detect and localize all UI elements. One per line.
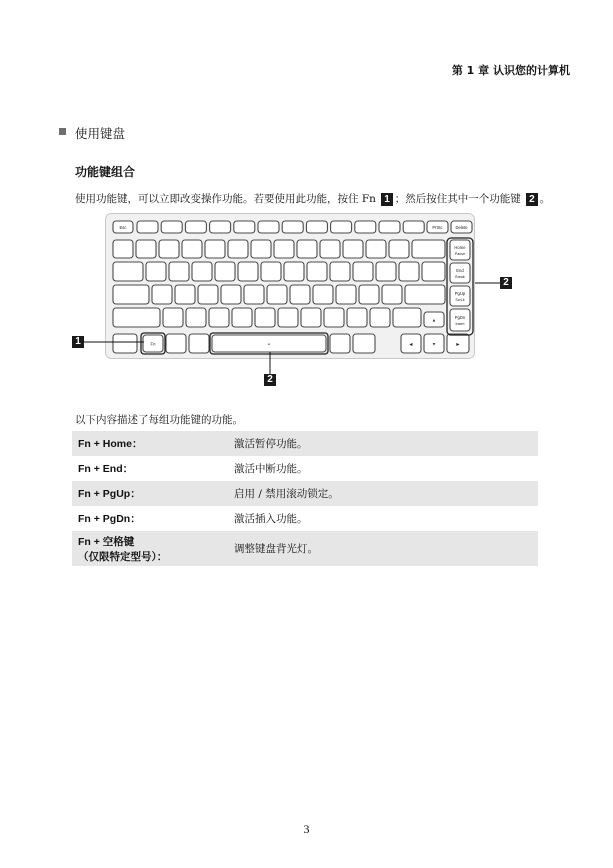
key [255, 308, 275, 327]
key [215, 262, 235, 281]
key [228, 240, 248, 258]
key [290, 285, 310, 304]
key-home-label: Home [454, 245, 466, 250]
key [192, 262, 212, 281]
key [169, 262, 189, 281]
key [238, 262, 258, 281]
intro-text-3: 。 [539, 193, 551, 205]
key [163, 308, 183, 327]
callout-badge-space: 2 [264, 374, 276, 386]
key [198, 285, 218, 304]
key-function [161, 221, 182, 233]
key-home-sublabel: Pause [454, 252, 466, 256]
key [175, 285, 195, 304]
key [366, 240, 386, 258]
key-function [331, 221, 352, 233]
key-function [379, 221, 400, 233]
key [136, 240, 156, 258]
combo-desc: 调整键盘背光灯。 [228, 531, 538, 566]
combo-key: Fn + PgUp： [72, 481, 228, 506]
key-function [258, 221, 279, 233]
key [182, 240, 202, 258]
combo-key-line-1: Fn + 空格键 [78, 535, 135, 548]
key-end-sublabel: Break [455, 275, 465, 279]
key-home [450, 240, 470, 260]
key [113, 240, 133, 258]
key-alt-right [330, 334, 350, 353]
key [320, 240, 340, 258]
key [232, 308, 252, 327]
table-row [72, 431, 538, 456]
combo-desc: 激活暂停功能。 [228, 431, 538, 456]
key-win [166, 334, 186, 353]
key [347, 308, 367, 327]
table-row [72, 506, 538, 531]
key-function [355, 221, 376, 233]
key [186, 308, 206, 327]
key [251, 240, 271, 258]
key-end-label: End [456, 268, 464, 273]
key-arrow-left-label: ◀ [409, 341, 413, 347]
callout-badge-nav: 2 [500, 277, 512, 289]
key [382, 285, 402, 304]
key [274, 240, 294, 258]
key [152, 285, 172, 304]
callout-line-3 [263, 352, 277, 376]
key [278, 308, 298, 327]
key-shift-right [393, 308, 421, 327]
key-space-label: ≡ [267, 341, 271, 347]
key-shift-left [113, 308, 160, 327]
key-delete-label: Delete [455, 225, 468, 230]
combo-desc: 启用 / 禁用滚动锁定。 [228, 481, 538, 506]
key [324, 308, 344, 327]
key [330, 262, 350, 281]
key-pgup-sublabel: ScrLk [455, 298, 465, 302]
key [336, 285, 356, 304]
combo-key: Fn + Home： [72, 431, 228, 456]
key [297, 240, 317, 258]
key [313, 285, 333, 304]
intro-badge-2: 2 [526, 193, 538, 206]
key-arrow-right-label: ▶ [456, 341, 460, 347]
table-intro: 以下内容描述了每组功能键的功能。 [75, 414, 243, 426]
intro-badge-1: 1 [381, 193, 393, 206]
key-function [234, 221, 255, 233]
key-pgdn-label: PgDn [454, 315, 466, 320]
table-row [72, 456, 538, 481]
combo-key: Fn + PgDn： [78, 513, 141, 525]
key [284, 262, 304, 281]
key [307, 262, 327, 281]
key-pgdn [450, 309, 470, 331]
key [221, 285, 241, 304]
key-esc-label: Esc [119, 225, 127, 230]
key-capslock [113, 285, 149, 304]
key [159, 240, 179, 258]
key [370, 308, 390, 327]
key-fn-label: Fn [150, 341, 156, 347]
key-function [282, 221, 303, 233]
key-function [185, 221, 206, 233]
key-pgup [450, 286, 470, 306]
callout-badge-fn: 1 [72, 336, 84, 348]
key-ctrl-right [353, 334, 375, 353]
table-row [72, 531, 538, 566]
key [399, 262, 419, 281]
key-arrow-up-label: ▲ [431, 317, 437, 323]
key-pgdn-sublabel: Insert [455, 322, 465, 326]
key [244, 285, 264, 304]
key-pgup-label: PgUp [454, 291, 466, 296]
key [389, 240, 409, 258]
key-prtsc-label: PrtSc [432, 225, 443, 230]
section-title: 使用键盘 [75, 126, 126, 141]
key [422, 262, 445, 281]
section-bullet-icon [59, 128, 66, 135]
subsection-title: 功能键组合 [75, 165, 136, 179]
combo-desc: 激活中断功能。 [234, 463, 308, 475]
key-function [210, 221, 231, 233]
key-end [450, 263, 470, 283]
table-row [72, 481, 538, 506]
intro-paragraph [75, 191, 550, 206]
key-tab [113, 262, 143, 281]
key-arrow-down-label: ▼ [431, 341, 437, 347]
combo-key: Fn + End： [78, 463, 134, 475]
keyboard-illustration [105, 213, 475, 359]
intro-text-1: 使用功能键，可以立即改变操作功能。若要使用此功能，按住 Fn [75, 193, 380, 205]
key-alt-left [189, 334, 209, 353]
key [301, 308, 321, 327]
key [353, 262, 373, 281]
key-combination-table [72, 431, 538, 566]
key [209, 308, 229, 327]
key [267, 285, 287, 304]
page-number: 3 [303, 822, 310, 836]
key-enter [405, 285, 445, 304]
key [261, 262, 281, 281]
chapter-header: 第 1 章 认识您的计算机 [451, 64, 570, 77]
key [359, 285, 379, 304]
key [343, 240, 363, 258]
key-backspace [412, 240, 445, 258]
combo-key-line-2: （仅限特定型号）： [78, 550, 168, 563]
intro-text-2: ；然后按住其中一个功能键 [394, 193, 525, 205]
key [376, 262, 396, 281]
key [205, 240, 225, 258]
combo-key [72, 531, 228, 566]
key [146, 262, 166, 281]
key-function [403, 221, 424, 233]
key-function [306, 221, 327, 233]
combo-desc: 激活插入功能。 [234, 513, 308, 525]
key-function [137, 221, 158, 233]
